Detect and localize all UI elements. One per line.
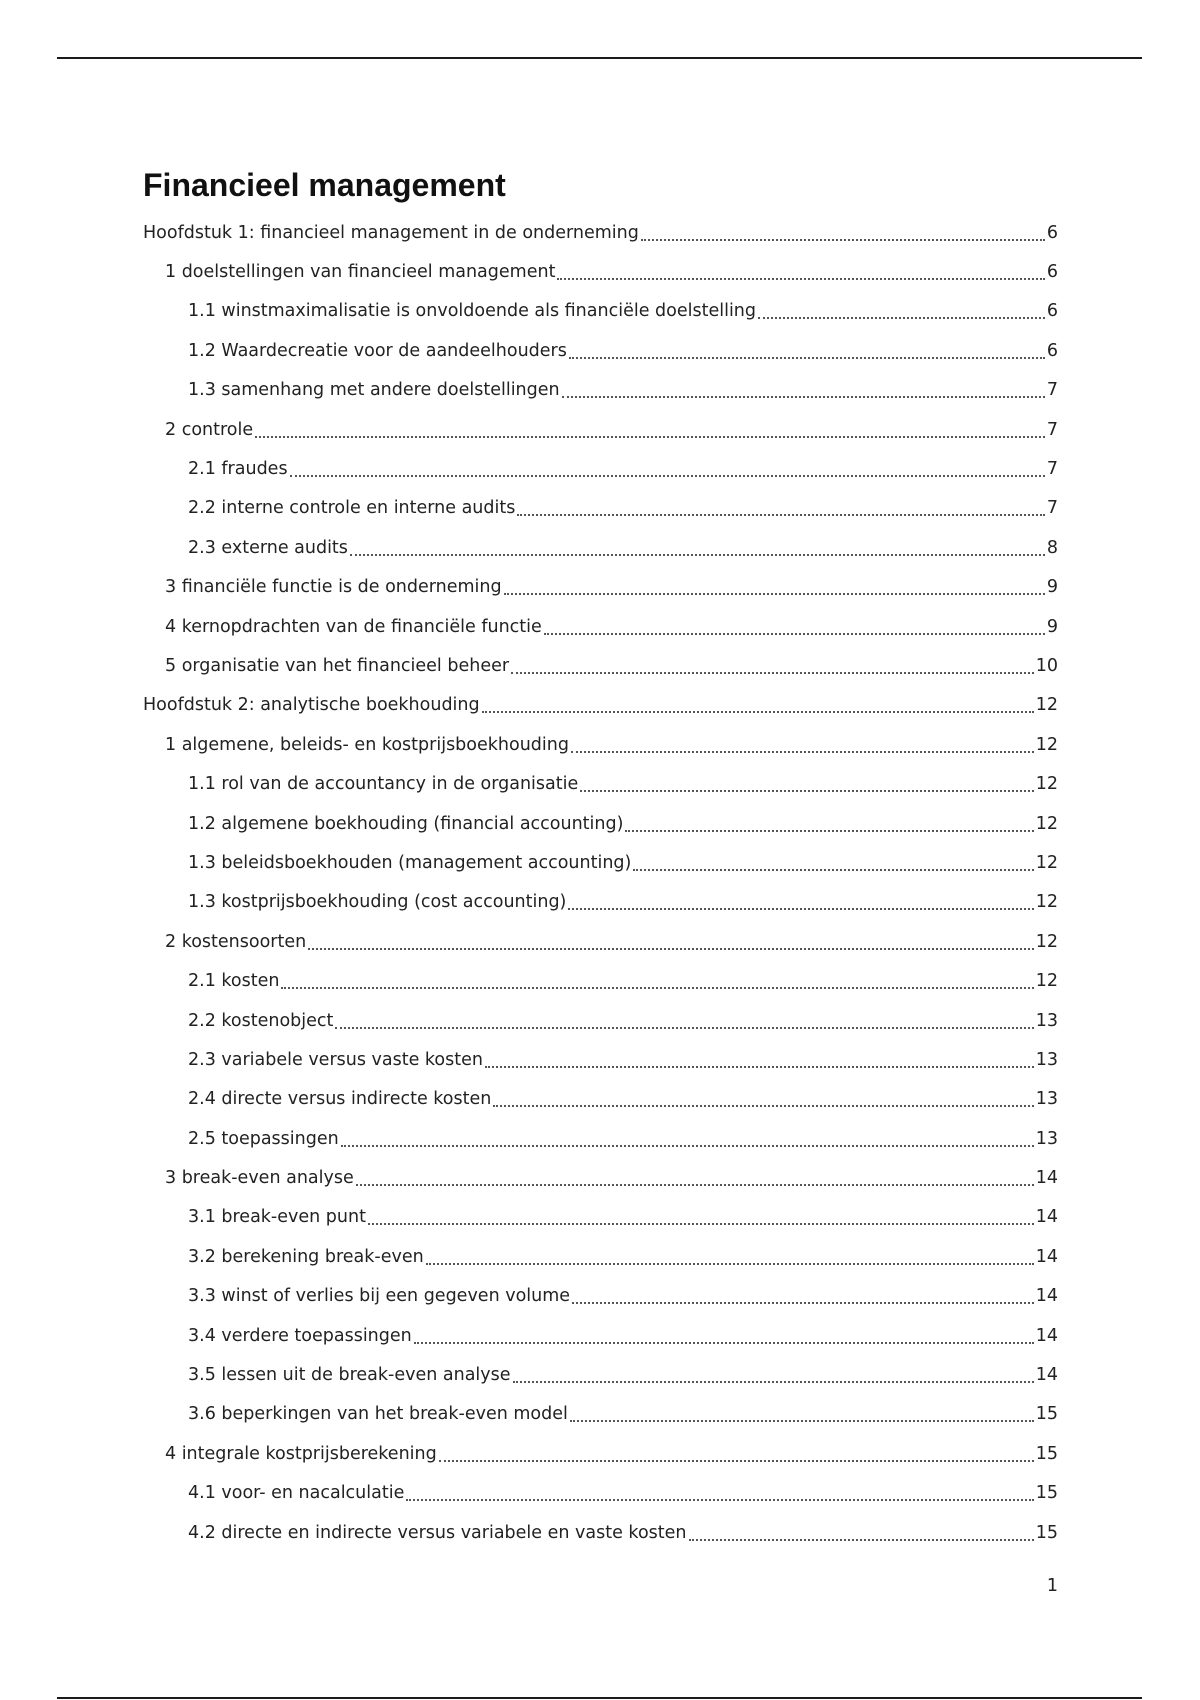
toc-entry-title: 1.3 samenhang met andere doelstellingen [188,380,560,401]
toc-entry-title: Hoofdstuk 2: analytische boekhouding [143,695,480,716]
toc-entry-title: 1 algemene, beleids- en kostprijsboekhouding [165,734,569,755]
toc-entry-title: Hoofdstuk 1: financieel management in de onderneming [143,222,639,243]
toc-entry[interactable] [143,1277,1058,1316]
toc-entry[interactable] [143,961,1058,1000]
dot-leader [290,475,1045,477]
toc-entry-page: 10 [1035,655,1058,676]
toc-entry-title: 1 doelstellingen van financieel management [165,262,556,283]
toc-entry-title: 2.2 interne controle en interne audits [188,498,516,519]
toc-entry-title: 2.5 toepassingen [188,1128,339,1149]
dot-leader [513,1381,1034,1383]
toc-entry-page: 14 [1035,1286,1058,1307]
toc-entry-title: 4.2 directe en indirecte versus variabele en vaste kosten [188,1522,687,1543]
toc-entry-page: 6 [1046,340,1058,361]
toc-entry[interactable] [143,1316,1058,1355]
toc-entry-page: 6 [1046,262,1058,283]
toc-entry[interactable] [143,607,1058,646]
dot-leader [281,987,1033,989]
toc-entry-page: 13 [1035,1089,1058,1110]
toc-entry[interactable] [143,410,1058,449]
toc-entry[interactable] [143,1158,1058,1197]
toc-entry-page: 13 [1035,1010,1058,1031]
toc-entry-page: 15 [1035,1443,1058,1464]
dot-leader [689,1539,1034,1541]
dot-leader [504,593,1045,595]
toc-entry-page: 14 [1035,1365,1058,1386]
toc-entry[interactable] [143,843,1058,882]
toc-entry-page: 7 [1046,380,1058,401]
dot-leader [758,317,1045,319]
toc-entry[interactable] [143,292,1058,331]
toc-entry[interactable] [143,883,1058,922]
dot-leader [569,357,1045,359]
dot-leader [517,514,1045,516]
toc-entry[interactable] [143,686,1058,725]
toc-entry[interactable] [143,252,1058,291]
toc-entry[interactable] [143,1355,1058,1394]
dot-leader [406,1499,1033,1501]
toc-entry[interactable] [143,1434,1058,1473]
toc-entry-page: 14 [1035,1207,1058,1228]
toc-entry[interactable] [143,646,1058,685]
toc-entry-title: 3 financiële functie is de onderneming [165,577,502,598]
toc-entry-page: 12 [1035,774,1058,795]
page-number: 1 [1046,1576,1058,1596]
toc-entry-page: 14 [1035,1168,1058,1189]
toc-entry-page: 6 [1046,222,1058,243]
toc-entry-title: 1.1 rol van de accountancy in de organisatie [188,774,579,795]
toc-entry-title: 1.2 algemene boekhouding (financial accounting) [188,813,624,834]
header-rule [57,57,1142,59]
toc-entry-title: 3.5 lessen uit de break-even analyse [188,1365,511,1386]
toc-entry-title: 3.4 verdere toepassingen [188,1325,412,1346]
toc-entry-page: 8 [1046,537,1058,558]
toc-entry-title: 4.1 voor- en nacalculatie [188,1483,405,1504]
toc-entry[interactable] [143,371,1058,410]
toc-entry-page: 7 [1046,459,1058,480]
toc-entry-title: 1.3 kostprijsboekhouding (cost accounting) [188,892,567,913]
toc-entry-page: 12 [1035,931,1058,952]
toc-entry-page: 6 [1046,301,1058,322]
toc-entry[interactable] [143,489,1058,528]
dot-leader [572,1302,1034,1304]
dot-leader [557,278,1044,280]
toc-entry-title: 1.2 Waardecreatie voor de aandeelhouders [188,340,567,361]
dot-leader [356,1184,1034,1186]
dot-leader [580,790,1033,792]
toc-entry-title: 3.3 winst of verlies bij een gegeven volume [188,1286,571,1307]
toc-entry-title: 5 organisatie van het financieel beheer [165,655,510,676]
toc-entry-page: 13 [1035,1128,1058,1149]
toc-entry-title: 2.3 variabele versus vaste kosten [188,1049,483,1070]
toc-entry-title: 2.1 fraudes [188,459,288,480]
dot-leader [335,1027,1033,1029]
dot-leader [426,1263,1034,1265]
toc-entry-title: 2.2 kostenobject [188,1010,334,1031]
dot-leader [570,1420,1034,1422]
toc-entry-title: 4 integrale kostprijsberekening [165,1443,437,1464]
toc-entry[interactable] [143,331,1058,370]
toc-entry[interactable] [143,1237,1058,1276]
toc-entry[interactable] [143,1040,1058,1079]
toc-entry[interactable] [143,568,1058,607]
toc-entry-page: 12 [1035,892,1058,913]
toc-entry-title: 2 controle [165,419,254,440]
toc-entry-page: 12 [1035,971,1058,992]
toc-entry[interactable] [143,1474,1058,1513]
toc-entry-title: 4 kernopdrachten van de financiële functie [165,616,542,637]
toc-entry-page: 12 [1035,734,1058,755]
toc-entry-page: 9 [1046,616,1058,637]
toc-entry-title: 1.1 winstmaximalisatie is onvoldoende als financiële doelstelling [188,301,757,322]
document-title: Financieel management [143,167,506,203]
dot-leader [341,1145,1034,1147]
toc-entry-title: 3.2 berekening break-even [188,1246,424,1267]
dot-leader [511,672,1034,674]
dot-leader [255,436,1045,438]
footer-rule [57,1697,1142,1699]
dot-leader [485,1066,1034,1068]
toc-entry-page: 15 [1035,1522,1058,1543]
toc-entry-page: 12 [1035,813,1058,834]
toc-entry-title: 3.1 break-even punt [188,1207,366,1228]
toc-entry[interactable] [143,764,1058,803]
dot-leader [493,1105,1033,1107]
toc-entry-page: 14 [1035,1246,1058,1267]
toc-entry[interactable] [143,922,1058,961]
toc-entry-title: 2 kostensoorten [165,931,307,952]
dot-leader [571,751,1034,753]
dot-leader [482,711,1034,713]
toc-entry[interactable] [143,1513,1058,1552]
toc-entry-page: 13 [1035,1049,1058,1070]
dot-leader [625,830,1033,832]
toc-entry-page: 12 [1035,852,1058,873]
dot-leader [568,908,1033,910]
toc-entry[interactable] [143,213,1058,252]
toc-entry-title: 3.6 beperkingen van het break-even model [188,1404,568,1425]
toc-entry[interactable] [143,1198,1058,1237]
toc-entry-page: 7 [1046,419,1058,440]
dot-leader [633,869,1033,871]
toc-entry[interactable] [143,1080,1058,1119]
toc-entry-page: 12 [1035,695,1058,716]
toc-entry[interactable] [143,1119,1058,1158]
toc-entry-title: 2.4 directe versus indirecte kosten [188,1089,492,1110]
dot-leader [308,948,1034,950]
toc-entry-title: 2.1 kosten [188,971,280,992]
toc-entry-page: 9 [1046,577,1058,598]
toc-entry[interactable] [143,528,1058,567]
toc-entry[interactable] [143,725,1058,764]
table-of-contents [143,213,1058,1552]
dot-leader [439,1460,1034,1462]
dot-leader [414,1342,1034,1344]
toc-entry[interactable] [143,804,1058,843]
toc-entry-title: 1.3 beleidsboekhouden (management accounting) [188,852,632,873]
dot-leader [544,633,1045,635]
toc-entry-title: 2.3 externe audits [188,537,348,558]
toc-entry-page: 14 [1035,1325,1058,1346]
dot-leader [368,1223,1034,1225]
dot-leader [641,239,1045,241]
toc-entry-title: 3 break-even analyse [165,1168,354,1189]
toc-entry[interactable] [143,1395,1058,1434]
dot-leader [350,554,1045,556]
dot-leader [562,396,1045,398]
toc-entry[interactable] [143,449,1058,488]
toc-entry-page: 7 [1046,498,1058,519]
toc-entry-page: 15 [1035,1483,1058,1504]
toc-entry-page: 15 [1035,1404,1058,1425]
toc-entry[interactable] [143,1001,1058,1040]
